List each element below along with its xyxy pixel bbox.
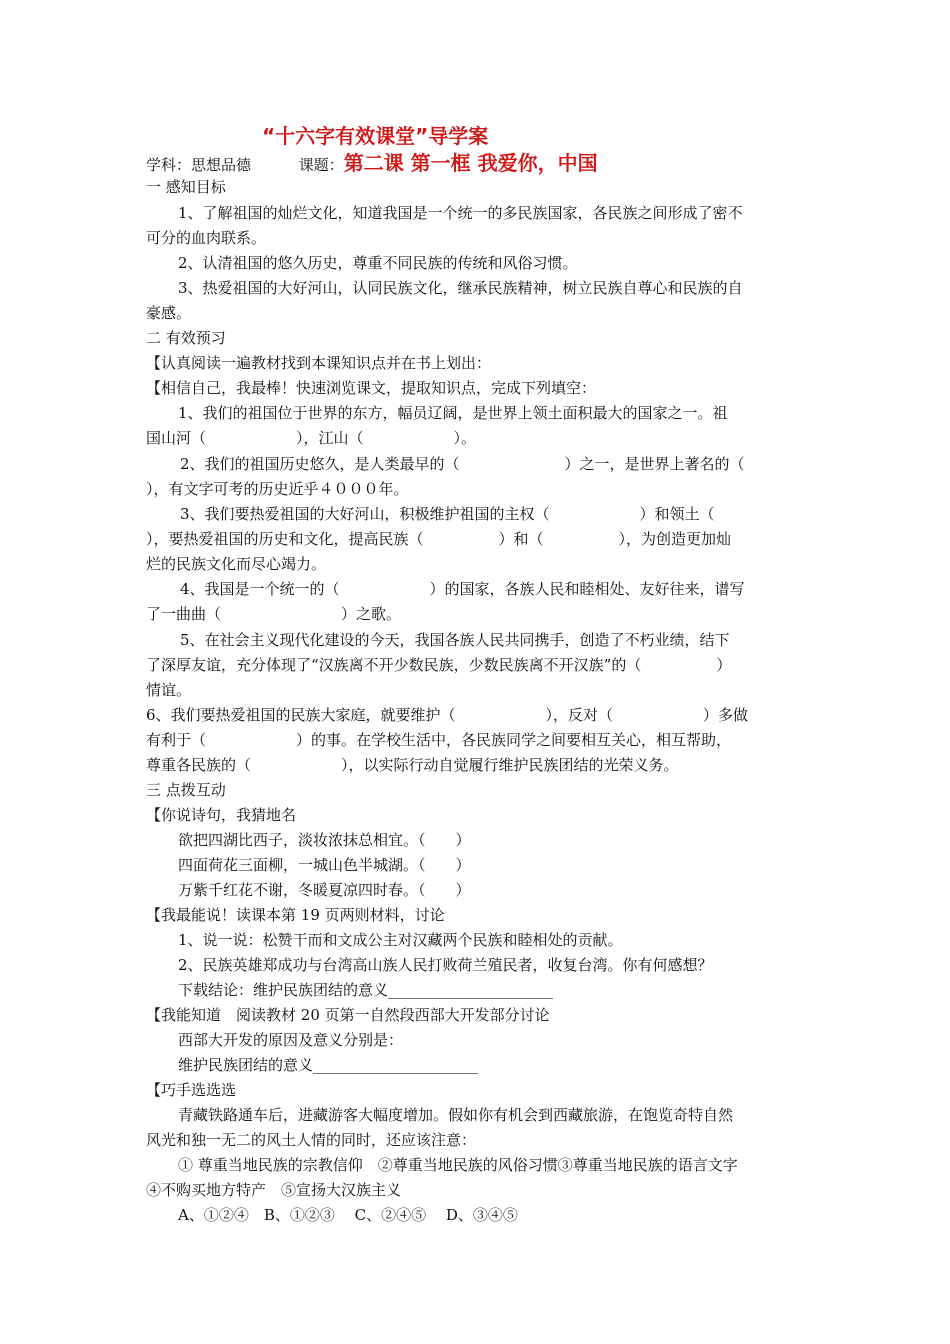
preview-line: 烂的民族文化而尽心竭力。 (146, 555, 327, 573)
interaction-line: 【你说诗句，我猜地名 (146, 806, 297, 824)
interaction-line: 青藏铁路通车后，进藏游客大幅度增加。假如你有机会到西藏旅游，在饱览奇特自然 (178, 1106, 734, 1124)
answer-options: A、①②④ B、①②③ C、②④⑤ D、③④⑤ (178, 1206, 518, 1224)
interaction-line: 欲把四湖比西子，淡妆浓抹总相宜。（ ） (178, 831, 471, 849)
preview-line: 3、我们要热爱祖国的大好河山，积极维护祖国的主权（ ）和领土（ (180, 505, 715, 523)
interaction-line: 【巧手选选选 (146, 1081, 237, 1099)
preview-line: 国山河（ ），江山（ ）。 (146, 429, 477, 447)
preview-line: 了深厚友谊，充分体现了“汉族离不开少数民族，少数民族离不开汉族”的（ ） (146, 656, 732, 674)
interaction-line: ① 尊重当地民族的宗教信仰 ②尊重当地民族的风俗习惯③尊重当地民族的语言文字 (178, 1156, 738, 1174)
topic-label: 课题： (298, 156, 344, 174)
preview-line: 【相信自己，我最棒！快速浏览课文，提取知识点，完成下列填空： (146, 379, 597, 397)
doc-title: “十六字有效课堂”导学案 (262, 124, 489, 148)
preview-line: 1、我们的祖国位于世界的东方，幅员辽阔，是世界上领土面积最大的国家之一。祖 (178, 404, 728, 422)
preview-line: ），要热爱祖国的历史和文化，提高民族（ ）和（ ），为创造更加灿 (146, 530, 732, 548)
subject-topic-line (146, 150, 598, 178)
preview-line: 尊重各民族的（ ），以实际行动自觉履行维护民族团结的光荣义务。 (146, 756, 679, 774)
interaction-line: 西部大开发的原因及意义分别是： (178, 1031, 404, 1049)
interaction-line: 【我能知道 阅读教材 20 页第一自然段西部大开发部分讨论 (146, 1006, 550, 1024)
goal-line: 可分的血肉联系。 (146, 229, 267, 247)
preview-line: 6、我们要热爱祖国的民族大家庭，就要维护（ ），反对（ ）多做 (146, 706, 749, 724)
preview-line: 5、在社会主义现代化建设的今天，我国各族人民共同携手，创造了不朽业绩，结下 (180, 631, 730, 649)
preview-line: 情谊。 (146, 681, 192, 699)
interaction-line: 维护民族团结的意义______________________ (178, 1056, 479, 1074)
section-heading-goals: 一 感知目标 (146, 178, 226, 196)
section-heading-preview: 二 有效预习 (146, 329, 226, 347)
preview-line: ），有文字可考的历史近乎４０００年。 (146, 480, 409, 498)
interaction-line: 风光和独一无二的风土人情的同时，还应该注意： (146, 1131, 477, 1149)
goal-line: 2、认清祖国的悠久历史，尊重不同民族的传统和风俗习惯。 (178, 254, 578, 272)
interaction-line: 下载结论：维护民族团结的意义______________________ (178, 981, 554, 999)
preview-line: 4、我国是一个统一的（ ）的国家，各族人民和睦相处、友好往来，谱写 (180, 580, 745, 598)
preview-line: 【认真阅读一遍教材找到本课知识点并在书上划出： (146, 354, 492, 372)
interaction-line: 2、民族英雄郑成功与台湾高山族人民打败荷兰殖民者，收复台湾。你有何感想？ (178, 956, 713, 974)
preview-line: 有利于（ ）的事。在学校生活中，各民族同学之间要相互关心，相互帮助， (146, 731, 732, 749)
goal-line: 1、了解祖国的灿烂文化，知道我国是一个统一的多民族国家，各民族之间形成了密不 (178, 204, 743, 222)
interaction-line: 1、说一说：松赞干而和文成公主对汉藏两个民族和睦相处的贡献。 (178, 931, 623, 949)
interaction-line: 万紫千红花不谢，冬暖夏凉四时春。（ ） (178, 881, 471, 899)
preview-line: 了一曲曲（ ）之歌。 (146, 605, 402, 623)
interaction-line: 四面荷花三面柳，一城山色半城湖。（ ） (178, 856, 471, 874)
interaction-line: 【我最能说！读课本第 19 页两则材料，讨论 (146, 906, 445, 924)
goal-line: 豪感。 (146, 304, 192, 322)
interaction-line: ④不购买地方特产 ⑤宣扬大汉族主义 (146, 1181, 402, 1199)
subject-label: 学科：思想品德 (146, 156, 252, 174)
section-heading-interaction: 三 点拨互动 (146, 781, 226, 799)
preview-line: 2、我们的祖国历史悠久，是人类最早的（ ）之一，是世界上著名的（ (180, 455, 745, 473)
lesson-title: 第二课 第一框 我爱你，中国 (343, 151, 598, 175)
goal-line: 3、热爱祖国的大好河山，认同民族文化，继承民族精神，树立民族自尊心和民族的自 (178, 279, 743, 297)
